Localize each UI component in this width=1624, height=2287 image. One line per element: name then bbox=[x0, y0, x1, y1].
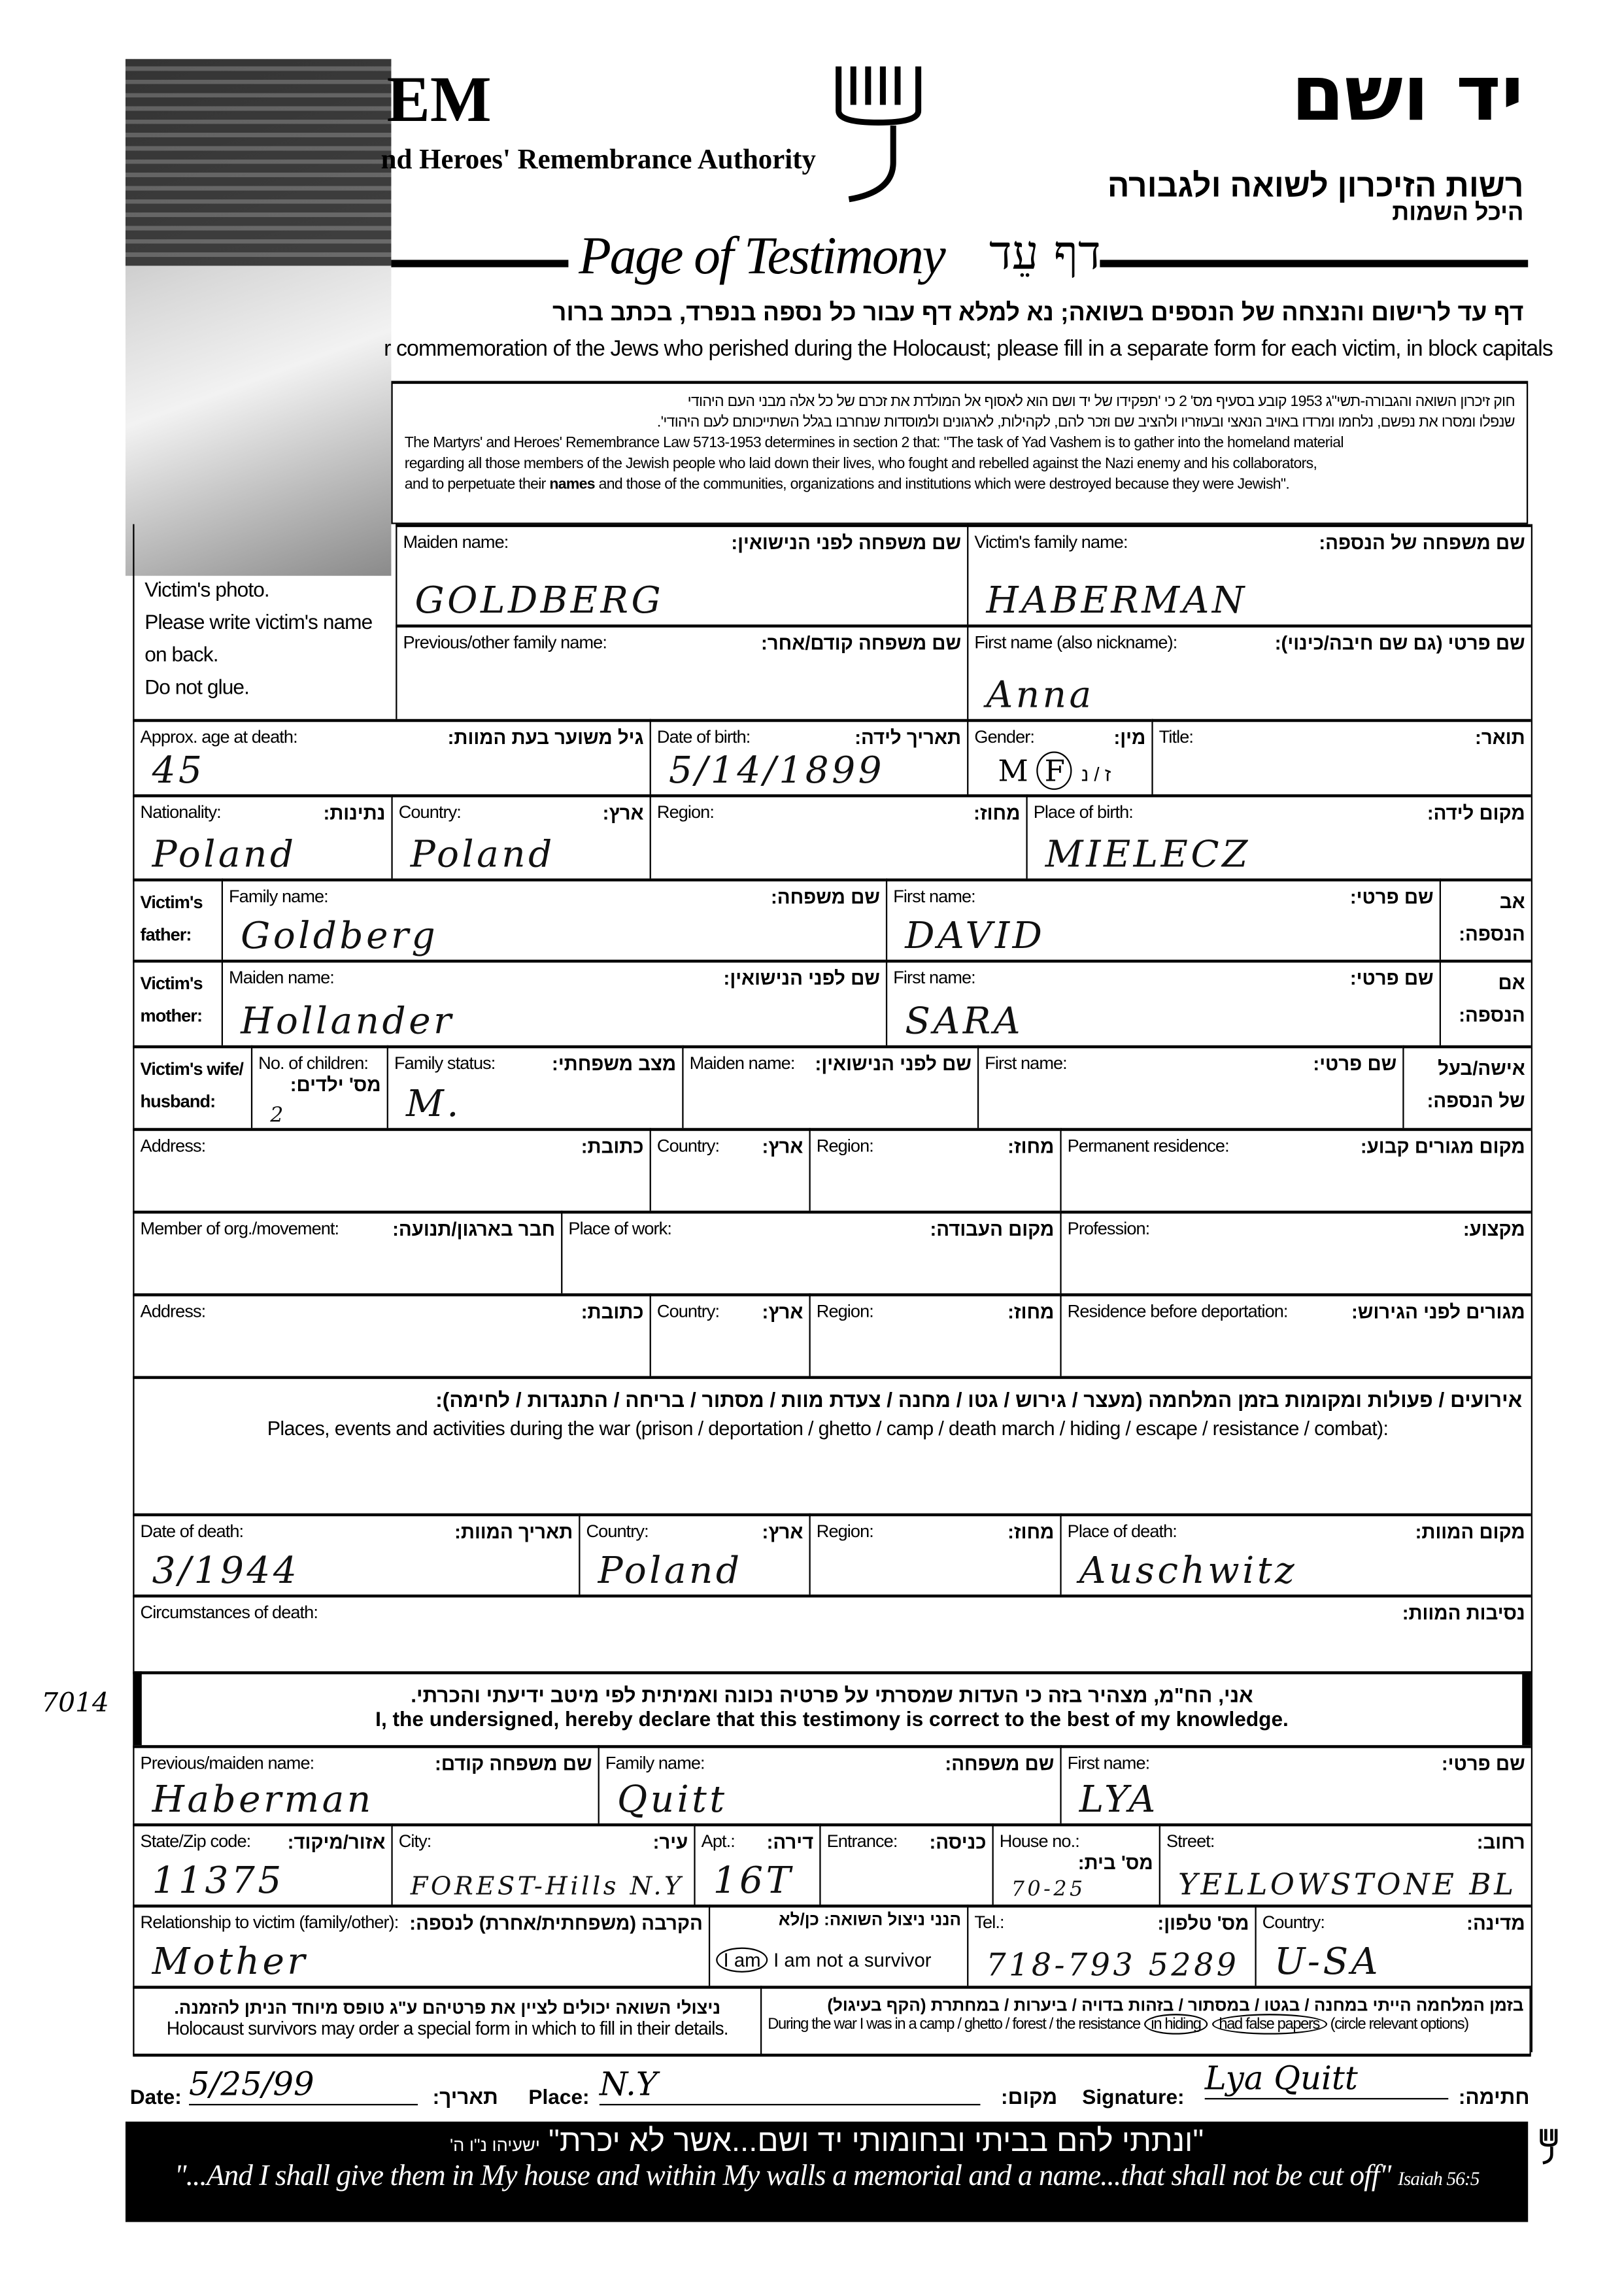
margin-note: 7014 bbox=[41, 1687, 109, 1719]
member-field[interactable] bbox=[133, 1211, 561, 1293]
photo-cell-field bbox=[133, 524, 396, 719]
date-value[interactable]: 5/25/99 bbox=[189, 2067, 418, 2105]
zip-value[interactable]: 11375 bbox=[152, 1859, 284, 1902]
mother-he-label bbox=[1440, 960, 1531, 1045]
victim-photo bbox=[126, 59, 391, 575]
age-field[interactable] bbox=[133, 719, 649, 794]
death-region-label-he: מחוז: bbox=[1007, 1520, 1055, 1543]
country-field[interactable] bbox=[391, 794, 649, 879]
spouse-he-label bbox=[1402, 1045, 1531, 1128]
street-label-en: Street: bbox=[1166, 1831, 1215, 1852]
death-country-label-he: ארץ: bbox=[762, 1520, 804, 1543]
first-label-he: שם פרטי (גם שם חיבה/כינוי): bbox=[1274, 632, 1525, 654]
nationality-label-en: Nationality: bbox=[140, 802, 221, 822]
mother-label-label-en: Victim's mother: bbox=[140, 973, 203, 1026]
mother-label-label bbox=[133, 960, 221, 1045]
age-value[interactable]: 45 bbox=[152, 748, 205, 792]
address2-label-he: כתובת: bbox=[581, 1300, 644, 1323]
prev-label-he: שם משפחה קודם/אחר: bbox=[760, 632, 962, 654]
logo-he: יד ושם bbox=[1291, 50, 1524, 139]
work-label-he: מקום העבודה: bbox=[930, 1218, 1055, 1240]
country-value[interactable]: Poland bbox=[410, 832, 555, 876]
mother-maiden-label-en: Maiden name: bbox=[229, 967, 334, 988]
father-first-value[interactable]: DAVID bbox=[905, 913, 1045, 957]
father-label-label-en: Victim's father: bbox=[140, 891, 203, 945]
work-label-en: Place of work: bbox=[568, 1218, 671, 1239]
place-label-en: Place: bbox=[528, 2084, 590, 2109]
survivor-options bbox=[716, 1949, 931, 1971]
apt-label-he: דירה: bbox=[766, 1831, 814, 1854]
sub-first-label-he: שם פרטי: bbox=[1441, 1752, 1525, 1775]
family-label-en: Victim's family name: bbox=[974, 531, 1128, 552]
first-label-en: First name (also nickname): bbox=[974, 632, 1177, 653]
addr2-country-label-he: ארץ: bbox=[762, 1300, 804, 1323]
circumstances-field[interactable] bbox=[133, 1595, 1531, 1671]
relation-label-en: Relationship to victim (family/other): bbox=[140, 1912, 399, 1933]
survivor-status-field[interactable] bbox=[709, 1905, 967, 1986]
law-en-line2: regarding all those members of the Jewish people who laid down their lives, who fought and rebelled against the Nazi enemy and his collaborators, bbox=[404, 456, 1317, 473]
permanent-field[interactable] bbox=[1060, 1128, 1531, 1210]
photo-note-line: Victim's photo. bbox=[144, 577, 269, 601]
tel-value[interactable]: 718-793 5289 bbox=[986, 1947, 1240, 1983]
death-country-field[interactable] bbox=[579, 1514, 809, 1595]
prev-field[interactable] bbox=[396, 624, 967, 719]
war-events-field[interactable] bbox=[133, 1376, 1531, 1514]
children-value[interactable]: 2 bbox=[270, 1104, 286, 1128]
rule bbox=[1100, 260, 1528, 267]
redaction-bar bbox=[126, 59, 391, 265]
zip-label-en: State/Zip code: bbox=[140, 1831, 251, 1852]
relation-field[interactable] bbox=[133, 1905, 709, 1986]
death-place-label-en: Place of death: bbox=[1067, 1520, 1177, 1542]
mother-first-field[interactable] bbox=[886, 960, 1440, 1045]
sub-prev-label-he: שם משפחה קודם: bbox=[435, 1752, 592, 1775]
addr2-region-field[interactable] bbox=[809, 1293, 1060, 1376]
addr-country-field[interactable] bbox=[650, 1128, 809, 1210]
place-value[interactable]: N.Y bbox=[600, 2067, 981, 2105]
survivor-option-not[interactable]: I am not a survivor bbox=[773, 1948, 932, 1971]
death-date-label-he: תאריך המוות: bbox=[454, 1520, 573, 1543]
addr2-country-label-en: Country: bbox=[656, 1300, 720, 1322]
status-value[interactable]: M. bbox=[406, 1082, 462, 1125]
sub-first-label-en: First name: bbox=[1067, 1752, 1150, 1774]
war-label-he: אירועים / פעולות ומקומות בזמן המלחמה (מעצר / גירוש / גטו / מחנה / צעדת מוות / מסתור / בריחה / התנגדות / לחימה): bbox=[435, 1387, 1523, 1412]
first-field[interactable] bbox=[967, 624, 1531, 719]
res-country-value[interactable]: U-SA bbox=[1274, 1940, 1381, 1983]
gender-option-m[interactable]: M bbox=[998, 753, 1028, 788]
sub-family-label-en: Family name: bbox=[605, 1752, 705, 1774]
member-label-en: Member of org./movement: bbox=[140, 1218, 339, 1239]
family-field[interactable] bbox=[967, 524, 1531, 625]
logo-en: EM bbox=[386, 63, 492, 136]
status-label-he: מצב משפחתי: bbox=[552, 1053, 677, 1075]
city-label-he: עיר: bbox=[652, 1831, 688, 1854]
law-en-line3 bbox=[405, 475, 1515, 496]
law-en-line1: The Martyrs' and Heroes' Remembrance Law 5713-1953 determines in section 2 that: "The task of Yad Vashem is to gather into the homeland material bbox=[404, 435, 1344, 452]
sub-first-value[interactable]: LYA bbox=[1079, 1777, 1159, 1821]
relation-label-he: הקרבה (משפחתית/אחרת) לנספה: bbox=[409, 1912, 703, 1935]
gender-field bbox=[967, 719, 1151, 794]
photo-note-line: on back. bbox=[144, 642, 218, 666]
banner-he-cite: ישעיהו נ"ו ה' bbox=[449, 2135, 540, 2156]
banner-en-cite: Isaiah 56:5 bbox=[1397, 2167, 1480, 2190]
date-label-en: Date: bbox=[129, 2084, 182, 2109]
addr-country-label-en: Country: bbox=[656, 1135, 720, 1157]
law-he-line1: חוק זיכרון השואה והגבורה-תשי"ג 1953 קובע בסעיף מס' 2 כי 'תפקידו של יד ושם הוא לאסוף אל המולדת את זכרם של כל אלה מבני העם היהודי bbox=[687, 394, 1515, 411]
death-place-field[interactable] bbox=[1060, 1514, 1531, 1595]
survivors-note-he: ניצולי השואה יכולים לציין את פרטיהם ע"ג טופס מיוחד הניתן להזמנה. bbox=[174, 1997, 721, 2018]
city-field[interactable] bbox=[391, 1823, 694, 1905]
death-region-field[interactable] bbox=[809, 1514, 1060, 1595]
gender-options-he: ז / נ bbox=[1081, 763, 1111, 786]
option-false-papers[interactable]: had false papers bbox=[1211, 2014, 1327, 2035]
age-label-he: גיל משוער בעת המוות: bbox=[447, 726, 644, 749]
sub-first-field[interactable] bbox=[1060, 1745, 1531, 1823]
title-he: דף עֵד bbox=[989, 224, 1101, 281]
region-label-en: Region: bbox=[656, 802, 714, 822]
sub-prev-field[interactable] bbox=[133, 1745, 598, 1823]
signature-label-he: חתימה: bbox=[1458, 2084, 1530, 2109]
death-date-label-en: Date of death: bbox=[140, 1520, 244, 1542]
birthplace-field[interactable] bbox=[1026, 794, 1531, 879]
maiden-field[interactable] bbox=[396, 524, 967, 625]
father-first-label-he: שם פרטי: bbox=[1349, 885, 1434, 908]
res-country-field[interactable] bbox=[1255, 1905, 1531, 1986]
addr2-region-label-en: Region: bbox=[816, 1300, 873, 1322]
mother-maiden-value[interactable]: Hollander bbox=[241, 999, 454, 1043]
rule bbox=[133, 2054, 1531, 2057]
address2-field[interactable] bbox=[133, 1293, 649, 1376]
gender-option-f[interactable]: F bbox=[1037, 751, 1072, 790]
death-place-value[interactable]: Auschwitz bbox=[1079, 1548, 1298, 1592]
law-en-text: and to perpetuate their bbox=[404, 477, 550, 494]
addr2-country-field[interactable] bbox=[650, 1293, 809, 1376]
street-value[interactable]: YELLOWSTONE BL bbox=[1178, 1866, 1517, 1902]
survivor-option-i-am[interactable]: I am bbox=[716, 1948, 768, 1973]
permanent-label-he: מקום מגורים קבוע: bbox=[1360, 1135, 1525, 1158]
region-field[interactable] bbox=[650, 794, 1026, 879]
dob-label-he: תאריך לידה: bbox=[854, 726, 962, 749]
tel-label-he: מס' טלפון: bbox=[1157, 1912, 1249, 1935]
country-label-en: Country: bbox=[398, 802, 461, 822]
signature-label-en: Signature: bbox=[1082, 2084, 1185, 2109]
photo-note-line: Do not glue. bbox=[144, 674, 249, 699]
house-value[interactable]: 70-25 bbox=[1011, 1878, 1086, 1902]
title-field[interactable] bbox=[1151, 719, 1531, 794]
sub-prev-label-en: Previous/maiden name: bbox=[140, 1752, 314, 1774]
dob-label-en: Date of birth: bbox=[656, 726, 751, 747]
authority-he: רשות הזיכרון לשואה ולגבורה bbox=[1107, 167, 1524, 204]
circumstances-label-en: Circumstances of death: bbox=[140, 1602, 318, 1623]
maiden-value[interactable]: GOLDBERG bbox=[414, 579, 664, 622]
law-en-names: names bbox=[549, 477, 595, 494]
option-in-hiding[interactable]: in hiding bbox=[1143, 2014, 1208, 2035]
res-country-label-he: מדינה: bbox=[1466, 1912, 1525, 1935]
death-place-label-he: מקום המוות: bbox=[1415, 1520, 1525, 1543]
member-label-he: חבר בארגון/תנועה: bbox=[392, 1218, 556, 1240]
war-status-note bbox=[760, 1986, 1531, 2055]
declaration-en: I, the undersigned, hereby declare that this testimony is correct to the best of my knowledge. bbox=[375, 1706, 1289, 1731]
banner-en bbox=[126, 2160, 1528, 2194]
res-country-label-en: Country: bbox=[1262, 1912, 1325, 1933]
children-label-en: No. of children: bbox=[258, 1053, 368, 1074]
sub-family-label-he: שם משפחה: bbox=[945, 1752, 1055, 1775]
declaration-he: אני, הח"מ, מצהיר בזה כי העדות שמסרתי על פרטיה נכונה ואמיתית לפי מיטב ידיעתי והכרתי. bbox=[411, 1683, 1253, 1707]
rule bbox=[391, 260, 568, 267]
father-family-label-he: שם משפחה: bbox=[770, 885, 880, 908]
addr-region-label-he: מחוז: bbox=[1007, 1135, 1055, 1158]
house-label-en: House no.: bbox=[999, 1831, 1079, 1852]
city-label-en: City: bbox=[398, 1831, 431, 1852]
spouse-maiden-label-en: Maiden name: bbox=[689, 1053, 795, 1074]
war-status-en bbox=[768, 2015, 1529, 2033]
gender-options bbox=[998, 753, 1111, 788]
death-country-label-en: Country: bbox=[586, 1520, 649, 1542]
spouse-he-label-he: אישה/בעל של הנספה: bbox=[1427, 1057, 1525, 1112]
form-border bbox=[1531, 524, 1532, 2052]
gender-label-en: Gender: bbox=[974, 726, 1035, 747]
mother-maiden-field[interactable] bbox=[222, 960, 886, 1045]
spouse-maiden-label-he: שם לפני הנישואין: bbox=[815, 1053, 972, 1075]
address-field[interactable] bbox=[133, 1128, 649, 1210]
country-label-he: ארץ: bbox=[602, 802, 644, 824]
apt-value[interactable]: 16T bbox=[713, 1859, 794, 1902]
menorah-logo-icon bbox=[827, 59, 930, 207]
birthplace-label-en: Place of birth: bbox=[1033, 802, 1133, 822]
war-label-en: Places, events and activities during the war (prison / deportation / ghetto / camp / death march / hiding / escape / resistance / combat): bbox=[267, 1417, 1389, 1440]
banner-he-quote: "ונתתי להם בביתי ובחומותי יד ושם...אשר לא יכרת" bbox=[549, 2124, 1204, 2159]
work-field[interactable] bbox=[561, 1211, 1060, 1293]
isaiah-banner bbox=[126, 2122, 1528, 2222]
death-country-value[interactable]: Poland bbox=[598, 1548, 743, 1592]
death-date-value[interactable]: 3/1944 bbox=[152, 1548, 300, 1592]
family-label-he: שם משפחה של הנספה: bbox=[1319, 531, 1525, 554]
survivor-label-he: הנני ניצול השואה: כן/לא bbox=[778, 1912, 962, 1930]
gender-label-he: מין: bbox=[1113, 726, 1146, 749]
profession-label-en: Profession: bbox=[1067, 1218, 1150, 1239]
father-he-label bbox=[1440, 879, 1531, 960]
first-value[interactable]: Anna bbox=[986, 673, 1094, 717]
mother-first-label-he: שם פרטי: bbox=[1349, 967, 1434, 989]
banner-he bbox=[126, 2125, 1528, 2160]
maiden-label-en: Maiden name: bbox=[403, 531, 509, 552]
mother-maiden-label-he: שם לפני הנישואין: bbox=[723, 967, 880, 989]
declaration-box bbox=[133, 1671, 1531, 1745]
war-status-text: During the war I was in a camp / ghetto / forest / the resistance bbox=[768, 2015, 1140, 2033]
father-family-label-en: Family name: bbox=[229, 885, 328, 907]
house-label-he: מס' בית: bbox=[1077, 1851, 1153, 1874]
instruction-he: דף עד לרישום והנצחה של הנספים בשואה; נא למלא דף עבור כל נספה בנפרד, בכתב ברור bbox=[552, 299, 1524, 327]
profession-field[interactable] bbox=[1060, 1211, 1531, 1293]
title-label-he: תואר: bbox=[1475, 726, 1525, 749]
spouse-first-label-he: שם פרטי: bbox=[1313, 1053, 1397, 1075]
children-label-he: מס' ילדים: bbox=[290, 1073, 381, 1096]
father-family-field[interactable] bbox=[222, 879, 886, 960]
profession-label-he: מקצוע: bbox=[1463, 1218, 1525, 1240]
spouse-first-label-en: First name: bbox=[985, 1053, 1067, 1074]
circumstances-label-he: נסיבות המוות: bbox=[1402, 1602, 1525, 1625]
status-field[interactable] bbox=[387, 1045, 683, 1128]
signature-row bbox=[129, 2061, 1532, 2114]
residence-label-en: Residence before deportation: bbox=[1067, 1300, 1288, 1322]
father-first-label-en: First name: bbox=[893, 885, 975, 907]
apt-field[interactable] bbox=[694, 1823, 819, 1905]
street-label-he: רחוב: bbox=[1476, 1831, 1525, 1854]
entrance-label-he: כניסה: bbox=[929, 1831, 987, 1854]
tel-field[interactable] bbox=[967, 1905, 1255, 1986]
death-date-field[interactable] bbox=[133, 1514, 579, 1595]
status-label-en: Family status: bbox=[394, 1053, 496, 1074]
addr-country-label-he: ארץ: bbox=[762, 1135, 804, 1158]
father-he-label-he: אב הנספה: bbox=[1459, 890, 1525, 945]
mother-first-value[interactable]: SARA bbox=[905, 999, 1024, 1043]
spouse-maiden-field[interactable] bbox=[682, 1045, 977, 1128]
entrance-field[interactable] bbox=[819, 1823, 992, 1905]
menorah-small-icon bbox=[1538, 2126, 1559, 2165]
residence-field[interactable] bbox=[1060, 1293, 1531, 1376]
law-en-text: and those of the communities, organizations and institutions which were destroyed because they were Jewish". bbox=[594, 477, 1290, 494]
sub-family-value[interactable]: Quitt bbox=[617, 1777, 728, 1821]
zip-field[interactable] bbox=[133, 1823, 391, 1905]
address-label-he: כתובת: bbox=[581, 1135, 644, 1158]
nationality-value[interactable]: Poland bbox=[152, 832, 297, 876]
addr2-region-label-he: מחוז: bbox=[1007, 1300, 1055, 1323]
war-status-hint: (circle relevant options) bbox=[1330, 2015, 1468, 2033]
father-family-value[interactable]: Goldberg bbox=[241, 913, 439, 957]
birthplace-label-he: מקום לידה: bbox=[1427, 802, 1525, 824]
signature-value[interactable]: Lya Quitt bbox=[1205, 2061, 1449, 2099]
mother-he-label-he: אם הנספה: bbox=[1459, 971, 1525, 1026]
address2-label-en: Address: bbox=[140, 1300, 206, 1322]
maiden-label-he: שם משפחה לפני הנישואין: bbox=[731, 531, 962, 554]
instruction-en: r commemoration of the Jews who perished during the Holocaust; please fill in a separate form for each victim, in block capitals bbox=[384, 336, 1553, 362]
title-label-en: Title: bbox=[1159, 726, 1194, 747]
apt-label-en: Apt.: bbox=[701, 1831, 735, 1852]
title-en: Page of Testimony bbox=[579, 226, 945, 285]
law-box bbox=[391, 381, 1528, 524]
war-status-he: בזמן המלחמה הייתי במחנה / בגטו / במסתור / בזהות בדויה / ביערות / במחתרת (הקף בעיגול) bbox=[827, 1997, 1524, 2016]
photo-note-line: Please write victim's name bbox=[144, 609, 373, 634]
city-value[interactable]: FOREST-Hills N.Y bbox=[410, 1872, 684, 1902]
address-label-en: Address: bbox=[140, 1135, 206, 1157]
sub-prev-value[interactable]: Haberman bbox=[152, 1777, 374, 1821]
dob-value[interactable]: 5/14/1899 bbox=[668, 748, 885, 792]
authority-en: nd Heroes' Remembrance Authority bbox=[381, 144, 816, 176]
death-region-label-en: Region: bbox=[816, 1520, 873, 1542]
banner-en-quote: "...And I shall give them in My house and within My walls a memorial and a name...that shall not be cut off" bbox=[174, 2160, 1391, 2193]
spouse-label-label bbox=[133, 1045, 251, 1128]
residence-label-he: מגורים לפני הגירוש: bbox=[1351, 1300, 1525, 1323]
nationality-label-he: נתינות: bbox=[323, 802, 386, 824]
law-he-line2: שנפלו ומסרו את נפשם, נלחמו ומרדו באויב הנאצי ובעוזריו ולהציב שם וזכר להם, לקהילות, לארגונים ולמוסדות שנחרבו בגלל השתייכותם לעם היהודי'. bbox=[656, 415, 1515, 432]
zip-label-he: אזור/מיקוד: bbox=[287, 1831, 386, 1854]
relation-value[interactable]: Mother bbox=[152, 1940, 308, 1983]
sub-family-field[interactable] bbox=[598, 1745, 1060, 1823]
street-field[interactable] bbox=[1159, 1823, 1531, 1905]
dob-field[interactable] bbox=[650, 719, 968, 794]
place-label-he: מקום: bbox=[1001, 2084, 1058, 2109]
survivors-note bbox=[133, 1986, 760, 2055]
family-value[interactable]: HABERMAN bbox=[986, 579, 1247, 622]
house-field[interactable] bbox=[992, 1823, 1159, 1905]
spouse-first-field[interactable] bbox=[977, 1045, 1402, 1128]
spouse-label-label-en: Victim's wife/ husband: bbox=[140, 1059, 244, 1112]
tel-label-en: Tel.: bbox=[974, 1912, 1004, 1933]
children-field[interactable] bbox=[251, 1045, 387, 1128]
region-label-he: מחוז: bbox=[973, 802, 1021, 824]
permanent-label-en: Permanent residence: bbox=[1067, 1135, 1229, 1157]
addr-region-field[interactable] bbox=[809, 1128, 1060, 1210]
father-label-label bbox=[133, 879, 221, 960]
date-label-he: תאריך: bbox=[432, 2084, 498, 2109]
father-first-field[interactable] bbox=[886, 879, 1440, 960]
survivors-note-en: Holocaust survivors may order a special form in which to fill in their details. bbox=[166, 2018, 728, 2039]
hall-of-names-he: היכל השמות bbox=[1392, 201, 1524, 226]
mother-first-label-en: First name: bbox=[893, 967, 975, 988]
entrance-label-en: Entrance: bbox=[826, 1831, 898, 1852]
age-label-en: Approx. age at death: bbox=[140, 726, 297, 747]
nationality-field[interactable] bbox=[133, 794, 391, 879]
prev-label-en: Previous/other family name: bbox=[403, 632, 607, 653]
addr-region-label-en: Region: bbox=[816, 1135, 873, 1157]
birthplace-value[interactable]: MIELECZ bbox=[1045, 832, 1251, 876]
